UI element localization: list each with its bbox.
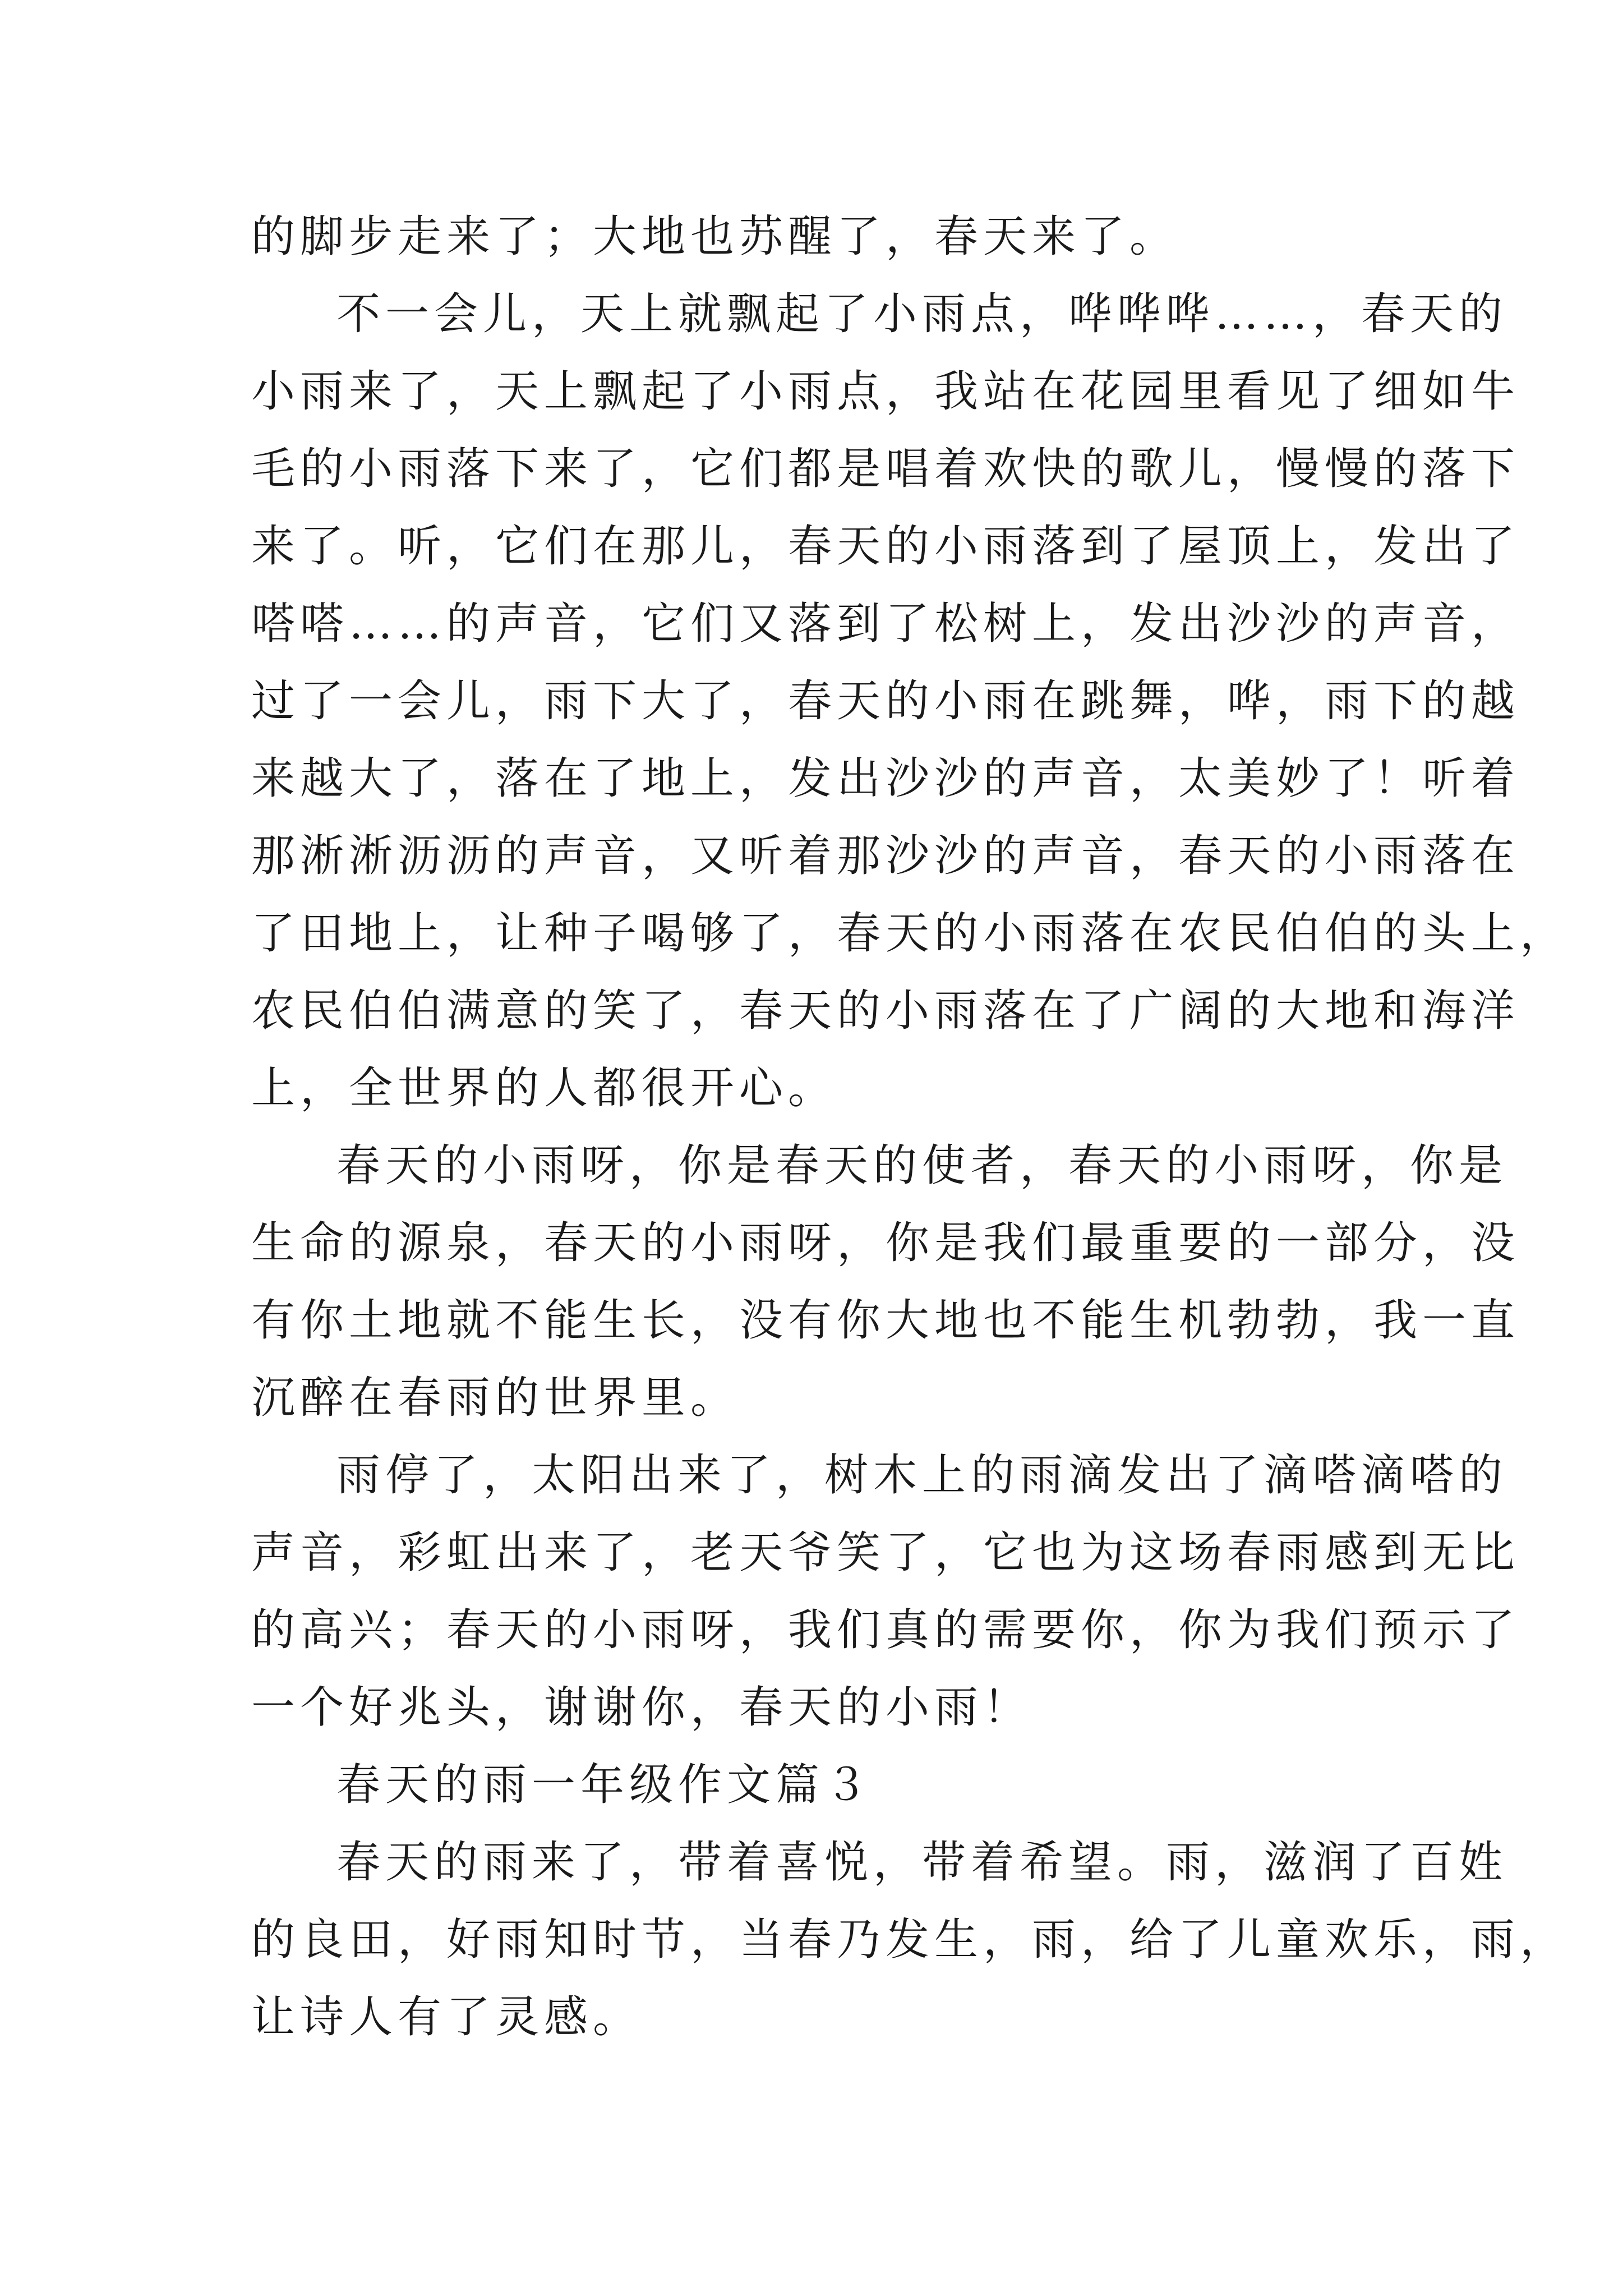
text-line: 生命的源泉，春天的小雨呀，你是我们最重要的一部分，没 [251,1218,1520,1268]
text-line: 农民伯伯满意的笑了，春天的小雨落在了广阔的大地和海洋 [251,986,1520,1036]
text-line: 的高兴；春天的小雨呀，我们真的需要你，你为我们预示了 [251,1605,1520,1655]
text-line: 沉醉在春雨的世界里。 [251,1373,740,1423]
text-line: 让诗人有了灵感。 [251,1992,642,2042]
section-heading: 春天的雨一年级作文篇３ [336,1760,874,1810]
text-line: 上，全世界的人都很开心。 [251,1063,837,1114]
text-line: 嗒嗒……的声音，它们又落到了松树上，发出沙沙的声音， [251,599,1520,649]
text-line: 过了一会儿，雨下大了，春天的小雨在跳舞，哗，雨下的越 [251,676,1520,726]
text-line: 有你土地就不能生长，没有你大地也不能生机勃勃，我一直 [251,1295,1520,1346]
text-line: 了田地上，让种子喝够了，春天的小雨落在农民伯伯的头上， [251,908,1569,959]
text-line: 一个好兆头，谢谢你，春天的小雨！ [251,1682,1032,1733]
paragraph-start-line: 春天的小雨呀，你是春天的使者，春天的小雨呀，你是 [336,1140,1508,1191]
text-line: 来越大了，落在了地上，发出沙沙的声音，太美妙了！听着 [251,753,1520,804]
text-line: 来了。听，它们在那儿，春天的小雨落到了屋顶上，发出了 [251,521,1520,572]
paragraph-start-line: 不一会儿，天上就飘起了小雨点，哗哗哗……，春天的 [336,289,1508,339]
paragraph-start-line: 春天的雨来了，带着喜悦，带着希望。雨，滋润了百姓 [336,1837,1508,1888]
text-line: 的脚步走来了；大地也苏醒了，春天来了。 [251,211,1179,262]
paragraph-start-line: 雨停了，太阳出来了，树木上的雨滴发出了滴嗒滴嗒的 [336,1450,1508,1501]
text-line: 的良田，好雨知时节，当春乃发生，雨，给了儿童欢乐，雨， [251,1915,1569,1965]
text-line: 毛的小雨落下来了，它们都是唱着欢快的歌儿，慢慢的落下 [251,444,1520,494]
text-line: 小雨来了，天上飘起了小雨点，我站在花园里看见了细如牛 [251,366,1520,417]
text-line: 那淅淅沥沥的声音，又听着那沙沙的声音，春天的小雨落在 [251,831,1520,881]
text-line: 声音，彩虹出来了，老天爷笑了，它也为这场春雨感到无比 [251,1527,1520,1578]
